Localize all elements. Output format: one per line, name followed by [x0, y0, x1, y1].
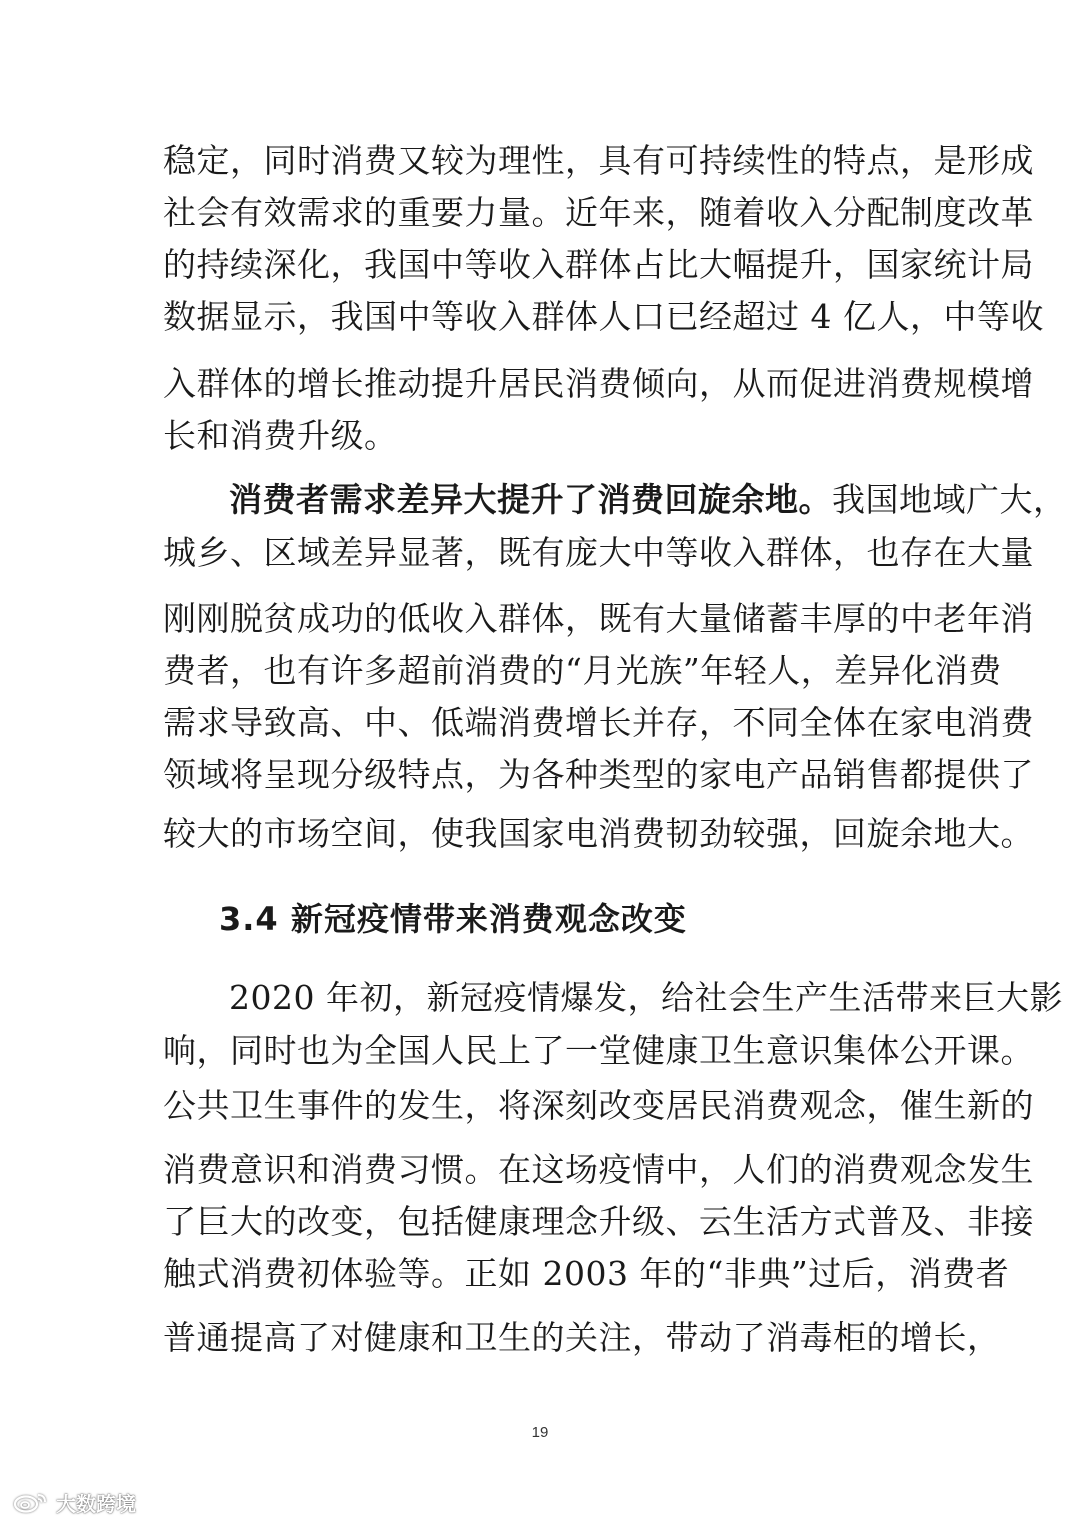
section-heading: 3.4 新冠疫情带来消费观念改变 — [219, 900, 687, 938]
paragraph-2-first-line-rest: 我国地域广大， — [832, 480, 1067, 519]
paragraph-1-line-1: 稳定，同时消费又较为理性，具有可持续性的特点，是形成 — [163, 141, 1034, 180]
paragraph-3-line-5: 了巨大的改变，包括健康理念升级、云生活方式普及、非接 — [163, 1202, 1034, 1241]
paragraph-3-line-3: 公共卫生事件的发生，将深刻改变居民消费观念，催生新的 — [163, 1086, 1034, 1125]
paragraph-2-line-2: 城乡、区域差异显著，既有庞大中等收入群体，也存在大量 — [163, 533, 1034, 572]
paragraph-1-line-6: 长和消费升级。 — [163, 416, 398, 455]
paragraph-2-line-3: 刚刚脱贫成功的低收入群体，既有大量储蓄丰厚的中老年消 — [163, 599, 1034, 638]
weibo-logo-icon — [12, 1491, 50, 1513]
watermark — [12, 1487, 136, 1517]
paragraph-2-line-7: 较大的市场空间，使我国家电消费韧劲较强，回旋余地大。 — [163, 814, 1034, 853]
paragraph-2-line-5: 需求导致高、中、低端消费增长并存，不同全体在家电消费 — [163, 703, 1034, 742]
page-number: 19 — [531, 1424, 549, 1441]
paragraph-1-line-4: 数据显示，我国中等收入群体人口已经超过 4 亿人，中等收 — [163, 297, 1044, 336]
paragraph-3-line-4: 消费意识和消费习惯。在这场疫情中，人们的消费观念发生 — [163, 1150, 1034, 1189]
paragraph-2-bold-lead: 消费者需求差异大提升了消费回旋余地。 — [229, 480, 832, 519]
paragraph-2-line-6: 领域将呈现分级特点，为各种类型的家电产品销售都提供了 — [163, 755, 1034, 794]
paragraph-3-line-2: 响，同时也为全国人民上了一堂健康卫生意识集体公开课。 — [163, 1031, 1034, 1070]
watermark-text: 大数跨境 — [56, 1491, 136, 1516]
paragraph-1-line-5: 入群体的增长推动提升居民消费倾向，从而促进消费规模增 — [163, 364, 1034, 403]
paragraph-1-line-3: 的持续深化，我国中等收入群体占比大幅提升，国家统计局 — [163, 245, 1034, 284]
paragraph-3-line-6: 触式消费初体验等。正如 2003 年的“非典”过后，消费者 — [163, 1254, 1010, 1293]
paragraph-2-line-1 — [229, 480, 1067, 520]
paragraph-2-line-4: 费者，也有许多超前消费的“月光族”年轻人，差异化消费 — [163, 651, 1002, 690]
paragraph-3-line-7: 普通提高了对健康和卫生的关注，带动了消毒柜的增长， — [163, 1318, 1001, 1357]
paragraph-1-line-2: 社会有效需求的重要力量。近年来，随着收入分配制度改革 — [163, 193, 1034, 232]
paragraph-3-line-1: 2020 年初，新冠疫情爆发，给社会生产生活带来巨大影 — [229, 978, 1063, 1017]
